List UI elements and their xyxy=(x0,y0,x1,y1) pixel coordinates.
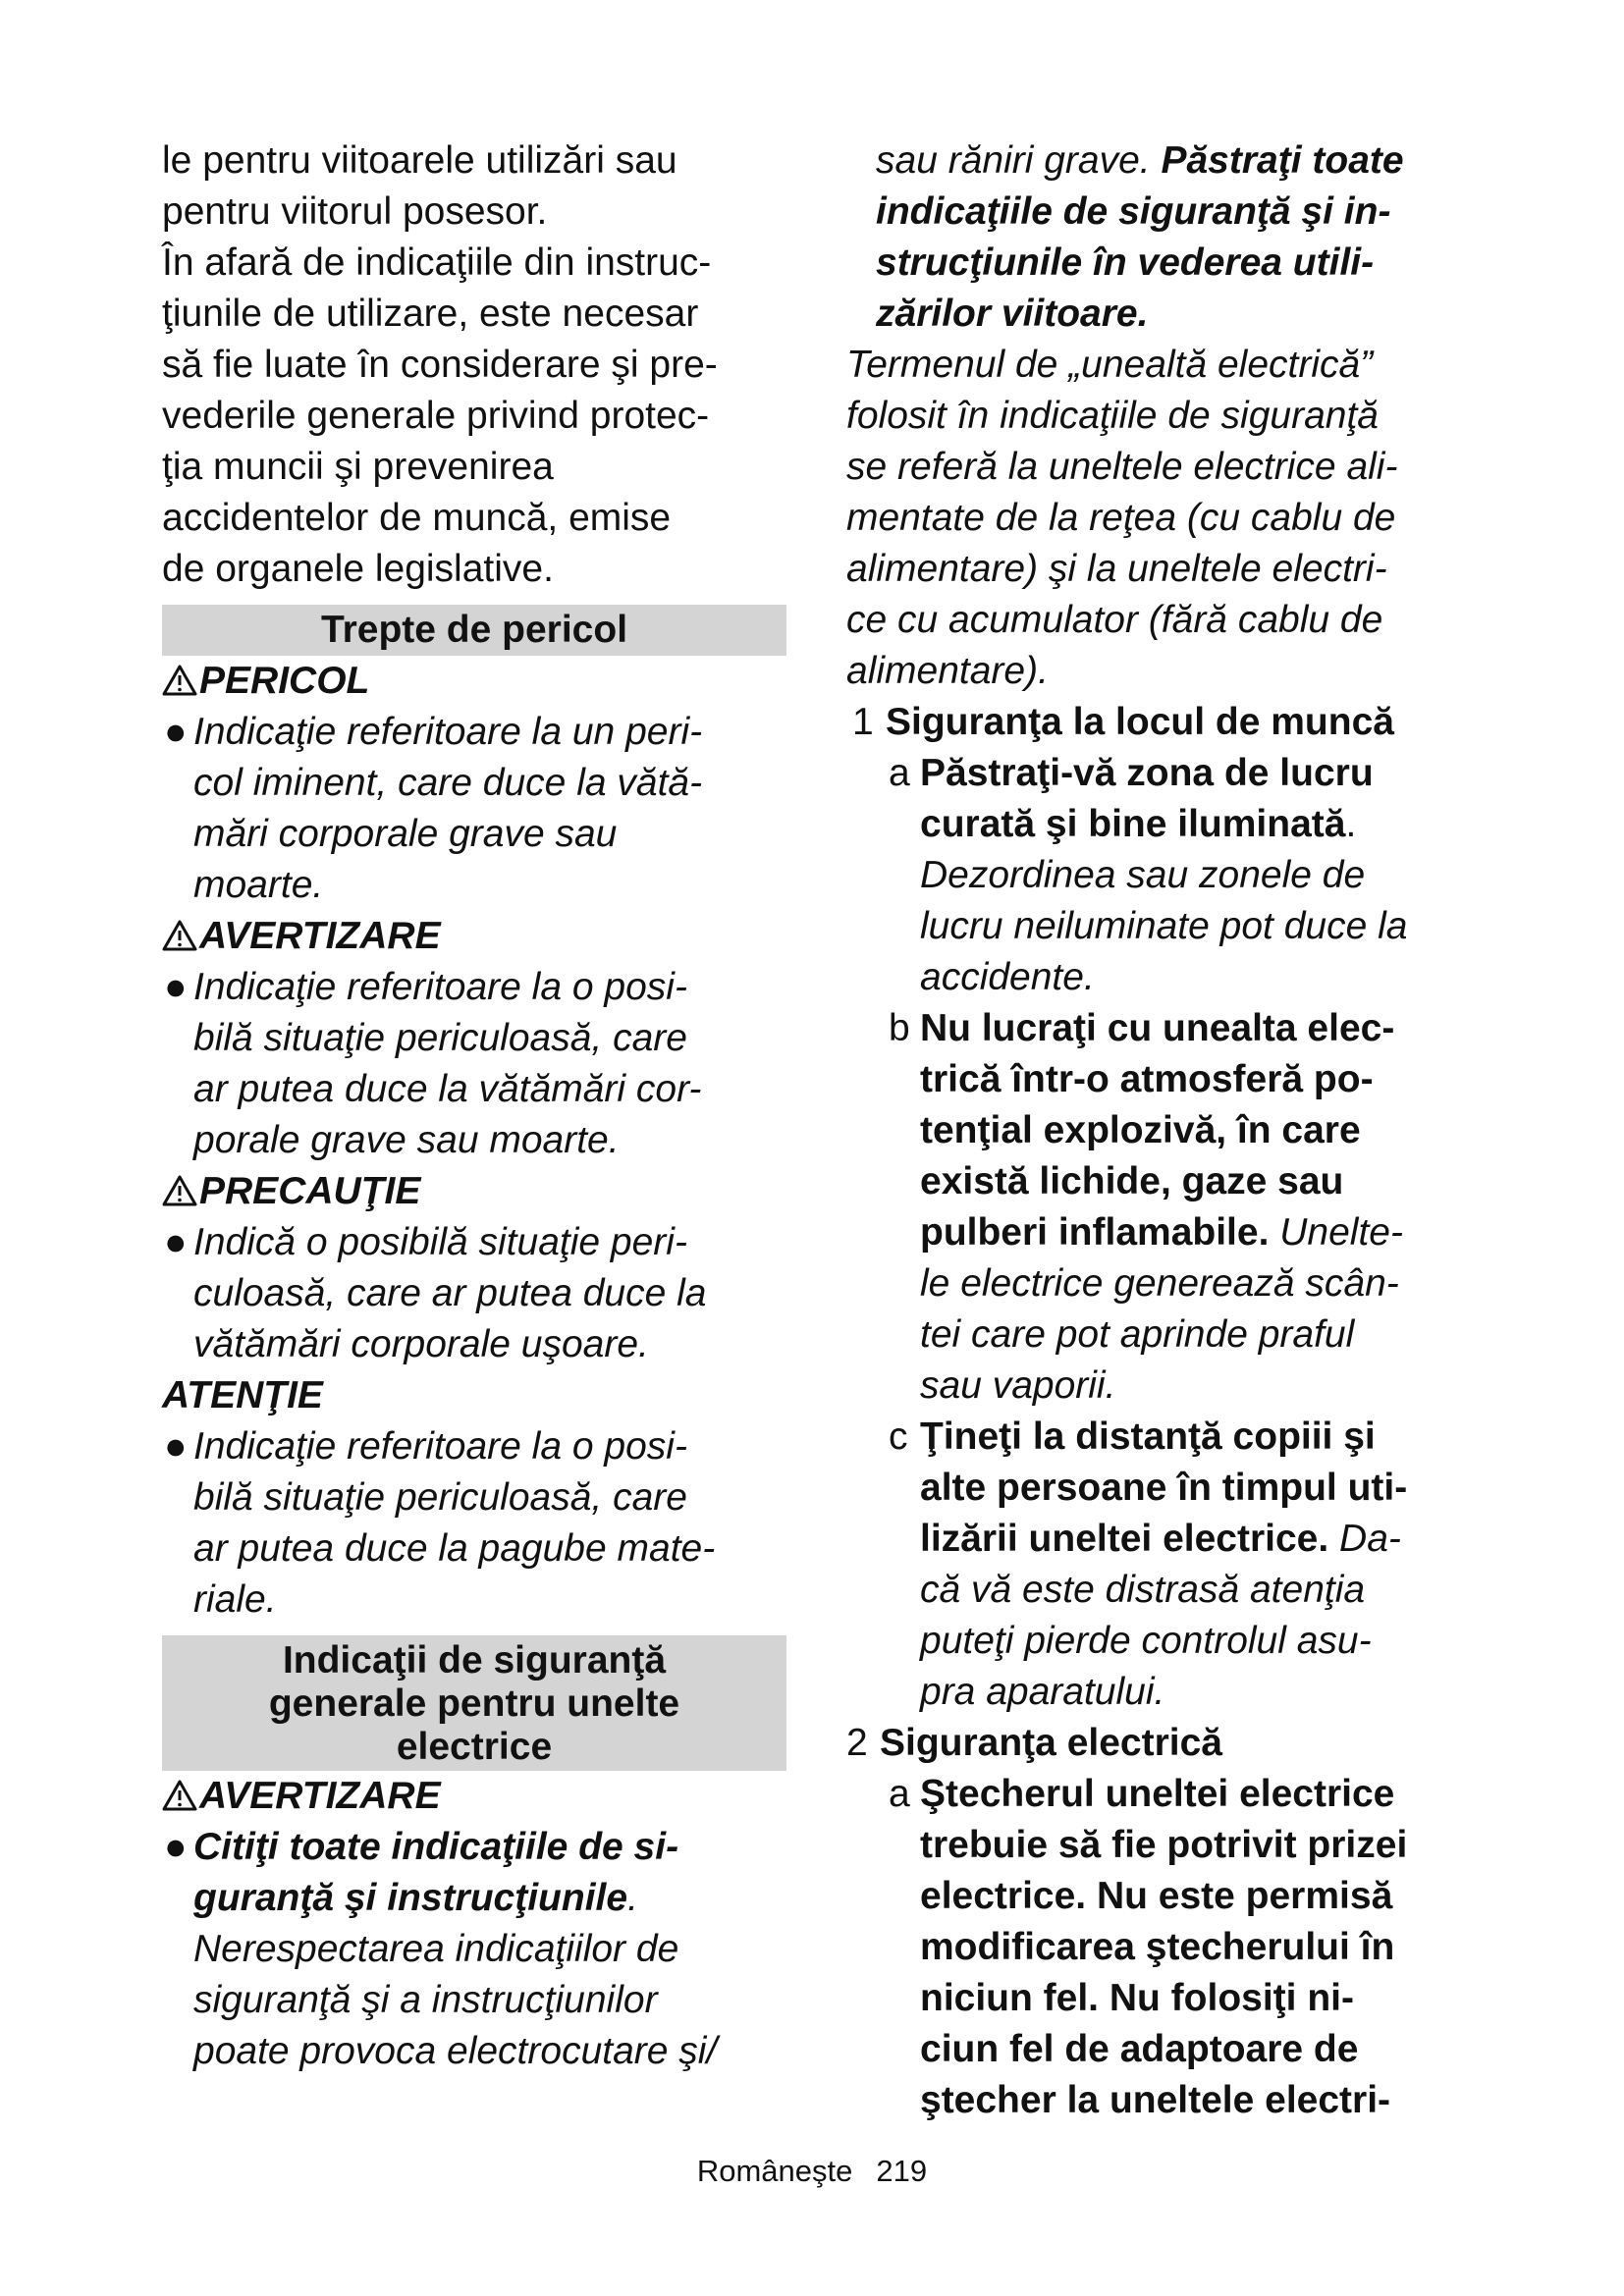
text-line: zărilor viitoare. xyxy=(876,293,1149,335)
text-line: ţiunile de utilizare, este necesar xyxy=(162,293,699,335)
heading-text: Trepte de pericol xyxy=(320,609,628,651)
caution-label xyxy=(162,1166,790,1217)
section-number: 2 xyxy=(846,1722,868,1764)
text-line: de organele legislative. xyxy=(162,548,554,590)
text-line: col iminent, care duce la vătă- xyxy=(193,762,703,804)
bullet-icon: ● xyxy=(164,1826,188,1868)
text-line: ar putea duce la pagube mate- xyxy=(193,1527,716,1570)
text-line: Da- xyxy=(1339,1518,1401,1560)
text-line: Ştecherul uneltei electrice xyxy=(920,1773,1395,1815)
punctuation: . xyxy=(1345,803,1357,845)
text-line: sau răniri grave. xyxy=(876,139,1151,182)
continued-paragraph xyxy=(846,135,1475,340)
bullet-icon: ● xyxy=(164,966,188,1008)
list-item xyxy=(162,962,790,1166)
text-line: bilă situaţie periculoasă, care xyxy=(193,1476,687,1519)
warning-label-text: AVERTIZARE xyxy=(199,1775,441,1817)
list-item xyxy=(162,1421,790,1626)
warning-label-text: AVERTIZARE xyxy=(199,915,441,957)
text-line: Nu lucraţi cu unealta elec- xyxy=(920,1007,1395,1049)
text-line: folosit în indicaţiile de siguranţă xyxy=(846,395,1379,437)
text-line: tenţial explozivă, în care xyxy=(920,1109,1361,1151)
warning-label xyxy=(162,911,790,962)
text-line: niciun fel. Nu folosiţi ni- xyxy=(920,1977,1354,2019)
term-paragraph xyxy=(846,340,1475,697)
text-line: curată şi bine iluminată xyxy=(920,803,1346,845)
text-line: mentate de la reţea (cu cablu de xyxy=(846,497,1396,539)
bullet-icon: ● xyxy=(164,711,188,753)
text-line: electrice. Nu este permisă xyxy=(920,1875,1393,1917)
punctuation: . xyxy=(627,1877,638,1919)
text-line: ştecher la uneltele electri- xyxy=(920,2079,1391,2121)
section-title-text: Siguranţa la locul de muncă xyxy=(886,701,1394,743)
text-line: Ţineţi la distanţă copiii şi xyxy=(920,1415,1376,1458)
text-line: Indicaţie referitoare la o posi- xyxy=(193,1425,687,1468)
text-line: porale grave sau moarte. xyxy=(193,1119,620,1161)
list-item xyxy=(846,1412,1475,1718)
text-line: Indicaţie referitoare la o posi- xyxy=(193,966,687,1008)
item-letter: a xyxy=(889,1773,910,1815)
text-line: vederile generale privind protec- xyxy=(162,395,710,437)
danger-label xyxy=(162,656,790,707)
notice-label-text: ATENŢIE xyxy=(162,1374,323,1416)
section-heading-general-safety xyxy=(162,1635,786,1771)
warning-triangle-icon xyxy=(162,1175,197,1206)
text-line: Termenul de „unealtă electrică” xyxy=(846,344,1374,386)
text-line: pulberi inflamabile. xyxy=(920,1211,1270,1254)
section-title xyxy=(846,697,1475,748)
text-line: guranţă şi instrucţiunile xyxy=(193,1877,628,1919)
text-line: lucru neiluminate pot duce la xyxy=(920,905,1408,947)
item-letter: a xyxy=(889,752,910,794)
footer-language: Româneşte xyxy=(696,2154,853,2188)
danger-label-text: PERICOL xyxy=(199,660,370,702)
text-line: alte persoane în timpul uti- xyxy=(920,1467,1408,1509)
section-number: 1 xyxy=(852,701,874,743)
text-line: alimentare) şi la uneltele electri- xyxy=(846,548,1387,590)
text-line: accidentelor de muncă, emise xyxy=(162,497,672,539)
text-line: pentru viitorul posesor. xyxy=(162,190,548,233)
list-item xyxy=(846,1769,1475,2126)
text-line: alimentare). xyxy=(846,650,1049,692)
section-title-text: Siguranţa electrică xyxy=(880,1722,1222,1764)
text-line: Unelte- xyxy=(1279,1211,1403,1254)
heading-text: Indicaţii de siguranţă xyxy=(282,1639,667,1682)
text-line: le pentru viitoarele utilizări sau xyxy=(162,139,677,182)
text-line: le electrice generează scân- xyxy=(920,1262,1399,1305)
text-line: sau vaporii. xyxy=(920,1364,1116,1407)
list-item xyxy=(846,1003,1475,1412)
text-line: Indică o posibilă situaţie peri- xyxy=(193,1221,687,1263)
text-line: trică într-o atmosferă po- xyxy=(920,1058,1374,1100)
section-title xyxy=(846,1718,1475,1769)
text-line: ciun fel de adaptoare de xyxy=(920,2028,1359,2070)
bullet-icon: ● xyxy=(164,1425,188,1468)
section-heading-hazard-levels xyxy=(162,605,786,656)
text-line: Păstraţi-vă zona de lucru xyxy=(920,752,1374,794)
warning-triangle-icon xyxy=(162,665,197,696)
list-item xyxy=(162,707,790,911)
text-line: În afară de indicaţiile din instruc- xyxy=(162,241,712,284)
text-line: ar putea duce la vătămări cor- xyxy=(193,1068,702,1110)
text-line: ce cu acumulator (fără cablu de xyxy=(846,599,1383,641)
list-item xyxy=(162,1822,790,2077)
page-footer xyxy=(0,2152,1624,2191)
text-line: moarte. xyxy=(193,864,324,906)
left-column xyxy=(162,135,790,2077)
text-line: Indicaţie referitoare la un peri- xyxy=(193,711,703,753)
text-line: pra aparatului. xyxy=(920,1671,1165,1713)
caution-label-text: PRECAUŢIE xyxy=(199,1170,421,1212)
bullet-icon: ● xyxy=(164,1221,188,1263)
list-item xyxy=(162,1217,790,1370)
text-line: Nerespectarea indicaţiilor de xyxy=(193,1928,679,1970)
text-line: puteţi pierde controlul asu- xyxy=(920,1620,1372,1662)
heading-text: electrice xyxy=(396,1726,553,1768)
text-line: vătămări corporale uşoare. xyxy=(193,1323,649,1365)
text-line: bilă situaţie periculoasă, care xyxy=(193,1017,687,1059)
warning-triangle-icon xyxy=(162,920,197,951)
text-line: mări corporale grave sau xyxy=(193,813,618,855)
notice-label xyxy=(162,1370,790,1421)
item-letter: c xyxy=(889,1415,908,1458)
warning-triangle-icon xyxy=(162,1780,197,1811)
text-line: că vă este distrasă atenţia xyxy=(920,1569,1366,1611)
page-number: 219 xyxy=(876,2154,928,2188)
text-line: modificarea ştecherului în xyxy=(920,1926,1395,1968)
text-line: trebuie să fie potrivit prizei xyxy=(920,1824,1408,1866)
text-line: riale. xyxy=(193,1578,277,1621)
text-line: poate provoca electrocutare şi/ xyxy=(193,2030,718,2072)
text-line: accidente. xyxy=(920,956,1095,998)
text-line: Citiţi toate indicaţiile de si- xyxy=(193,1826,679,1868)
text-line: există lichide, gaze sau xyxy=(920,1160,1344,1202)
text-line: Dezordinea sau zonele de xyxy=(920,854,1366,896)
list-item xyxy=(846,748,1475,1003)
text-line: ţia muncii şi prevenirea xyxy=(162,446,554,488)
text-line: strucţiunile în vederea utili- xyxy=(876,241,1375,284)
right-column xyxy=(846,135,1475,2126)
text-line: siguranţă şi a instrucţiunilor xyxy=(193,1979,658,2021)
item-letter: b xyxy=(889,1007,910,1049)
text-line: se referă la uneltele electrice ali- xyxy=(846,446,1398,488)
text-line: culoasă, care ar putea duce la xyxy=(193,1272,707,1314)
warning-label xyxy=(162,1771,790,1822)
text-line: tei care pot aprinde praful xyxy=(920,1313,1355,1356)
text-line: lizării uneltei electrice. xyxy=(920,1518,1329,1560)
heading-text: generale pentru unelte xyxy=(268,1682,680,1725)
text-line: indicaţiile de siguranţă şi in- xyxy=(876,190,1391,233)
text-line: Păstraţi toate xyxy=(1161,139,1404,182)
text-line: să fie luate în considerare şi pre- xyxy=(162,344,718,386)
